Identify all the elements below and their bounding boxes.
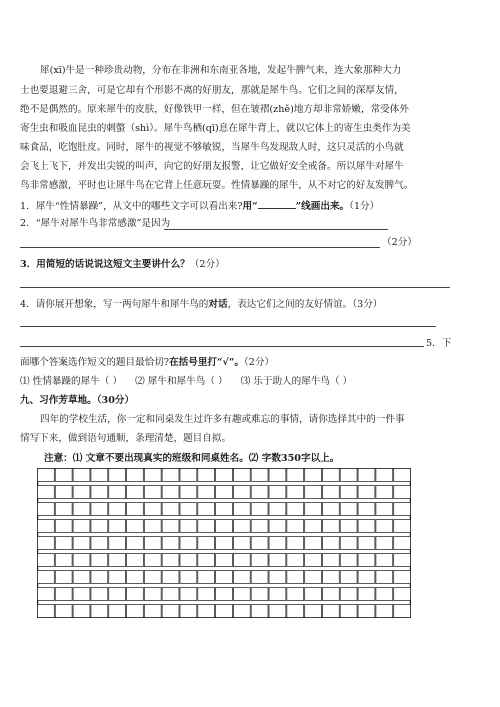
writing-grid-cell[interactable] [340, 503, 357, 516]
writing-grid-cell[interactable] [287, 588, 304, 601]
writing-grid-cell[interactable] [358, 503, 375, 516]
question-5-option-1[interactable]: ⑴ 性情暴躁的犀牛（ ） [20, 376, 123, 387]
writing-grid-cell[interactable] [55, 520, 72, 533]
writing-grid-cell[interactable] [269, 605, 286, 618]
question-5-instruction: 在括号里打“√”。 [169, 357, 244, 368]
writing-grid-cell[interactable] [322, 554, 339, 567]
writing-grid-cell[interactable] [38, 571, 55, 584]
writing-grid-cell[interactable] [394, 537, 411, 550]
writing-grid-cell[interactable] [322, 469, 339, 482]
writing-grid-cell[interactable] [394, 486, 411, 499]
writing-grid-cell[interactable] [233, 588, 250, 601]
writing-grid-cell[interactable] [144, 605, 161, 618]
writing-grid-cell[interactable] [109, 537, 126, 550]
writing-grid-cell[interactable] [162, 503, 179, 516]
writing-grid-cell[interactable] [340, 486, 357, 499]
writing-grid-cell[interactable] [305, 554, 322, 567]
writing-grid-cell[interactable] [233, 554, 250, 567]
writing-grid-cell[interactable] [55, 503, 72, 516]
writing-grid-cell[interactable] [127, 571, 144, 584]
writing-grid-cell[interactable] [358, 469, 375, 482]
writing-grid-cell[interactable] [251, 588, 268, 601]
writing-grid-cell[interactable] [394, 503, 411, 516]
writing-grid-cell[interactable] [109, 588, 126, 601]
writing-grid-cell[interactable] [305, 486, 322, 499]
writing-grid-cell[interactable] [305, 520, 322, 533]
writing-grid-cell[interactable] [180, 588, 197, 601]
writing-grid-cell[interactable] [180, 503, 197, 516]
writing-grid-cell[interactable] [109, 520, 126, 533]
section-9-prompt-line-2: 情写下来，做到语句通顺，条理清楚，题目自拟。 [20, 433, 232, 444]
writing-grid-cell[interactable] [233, 503, 250, 516]
writing-grid-cell[interactable] [73, 486, 90, 499]
question-2-score: （2分） [382, 237, 417, 248]
writing-grid-cell[interactable] [144, 588, 161, 601]
writing-grid-cell[interactable] [269, 469, 286, 482]
writing-grid-cell[interactable] [216, 503, 233, 516]
writing-grid-cell[interactable] [287, 571, 304, 584]
writing-grid-cell[interactable] [269, 520, 286, 533]
question-4 [20, 298, 460, 311]
writing-grid-cell[interactable] [38, 605, 55, 618]
question-1-instruction: 用“ [242, 201, 258, 212]
writing-grid-cell[interactable] [305, 469, 322, 482]
writing-grid-cell[interactable] [38, 486, 55, 499]
writing-grid-cell[interactable] [55, 469, 72, 482]
writing-grid-cell[interactable] [233, 486, 250, 499]
writing-grid-cell[interactable] [127, 554, 144, 567]
writing-grid-cell[interactable] [127, 605, 144, 618]
writing-grid-cell[interactable] [358, 571, 375, 584]
writing-grid-cell[interactable] [55, 554, 72, 567]
writing-grid-cell[interactable] [109, 469, 126, 482]
writing-grid-cell[interactable] [305, 588, 322, 601]
writing-grid-cell[interactable] [376, 503, 393, 516]
writing-grid-cell[interactable] [144, 503, 161, 516]
writing-grid-cell[interactable] [198, 486, 215, 499]
writing-grid-cell[interactable] [251, 537, 268, 550]
writing-grid-cell[interactable] [251, 554, 268, 567]
writing-grid-cell[interactable] [216, 588, 233, 601]
question-2-answer-line-2[interactable] [20, 247, 380, 248]
writing-grid-cell[interactable] [55, 571, 72, 584]
writing-grid-cell[interactable] [394, 469, 411, 482]
writing-grid-cell[interactable] [91, 503, 108, 516]
passage-line-7: 鸟非常感激，平时也让犀牛鸟在它背上任意玩耍。性情暴躁的犀牛，从不对它的好友发脾气。 [20, 180, 414, 191]
writing-grid-cell[interactable] [233, 605, 250, 618]
writing-grid-cell[interactable] [376, 469, 393, 482]
writing-grid-cell[interactable] [233, 571, 250, 584]
writing-grid-cell[interactable] [251, 469, 268, 482]
writing-grid-cell[interactable] [198, 469, 215, 482]
question-4-text-2: ，表达它们之间的友好情谊。 [227, 299, 353, 310]
writing-grid-cell[interactable] [180, 486, 197, 499]
writing-grid-cell[interactable] [322, 537, 339, 550]
writing-grid-cell[interactable] [394, 520, 411, 533]
writing-grid-cell[interactable] [127, 486, 144, 499]
writing-grid-cell[interactable] [198, 503, 215, 516]
writing-grid-cell[interactable] [216, 554, 233, 567]
writing-grid-cell[interactable] [305, 571, 322, 584]
question-3-answer-line[interactable] [20, 287, 450, 288]
writing-grid-cell[interactable] [269, 537, 286, 550]
writing-grid-cell[interactable] [358, 588, 375, 601]
writing-grid-cell[interactable] [305, 537, 322, 550]
writing-grid-cell[interactable] [269, 503, 286, 516]
writing-grid-cell[interactable] [162, 605, 179, 618]
question-5-number: 5．下 [426, 338, 452, 349]
writing-grid-cell[interactable] [216, 520, 233, 533]
writing-grid-cell[interactable] [216, 469, 233, 482]
writing-grid-cell[interactable] [394, 605, 411, 618]
writing-grid-cell[interactable] [180, 520, 197, 533]
writing-grid-cell[interactable] [55, 588, 72, 601]
writing-grid-cell[interactable] [109, 503, 126, 516]
writing-grid-cell[interactable] [73, 520, 90, 533]
writing-grid-cell[interactable] [55, 486, 72, 499]
writing-grid-cell[interactable] [322, 571, 339, 584]
question-1-blank[interactable] [258, 198, 296, 209]
question-4-score: （3分） [352, 299, 383, 310]
writing-grid-cell[interactable] [287, 503, 304, 516]
writing-grid-cell[interactable] [358, 537, 375, 550]
question-1 [20, 198, 460, 213]
writing-grid-cell[interactable] [91, 486, 108, 499]
writing-grid-cell[interactable] [251, 520, 268, 533]
writing-grid-cell[interactable] [91, 469, 108, 482]
writing-grid-cell[interactable] [269, 588, 286, 601]
writing-grid-cell[interactable] [340, 537, 357, 550]
writing-grid-cell[interactable] [38, 469, 55, 482]
writing-grid-cell[interactable] [55, 605, 72, 618]
question-1-score: （1分） [349, 201, 380, 212]
writing-grid-cell[interactable] [358, 520, 375, 533]
question-4-answer-line-1[interactable] [20, 326, 436, 327]
writing-grid-cell[interactable] [73, 571, 90, 584]
question-1-instruction-end: ”线画出来。 [295, 201, 350, 212]
question-4-keyword: 对话 [208, 299, 228, 310]
writing-grid-cell[interactable] [162, 537, 179, 550]
writing-grid-svg [37, 468, 411, 618]
writing-grid-cell[interactable] [358, 486, 375, 499]
writing-grid-cell[interactable] [376, 571, 393, 584]
writing-grid-cell[interactable] [162, 554, 179, 567]
passage-line-5: 味食品，吃饱肚皮。同时，犀牛的视觉不够敏锐，当犀牛鸟发现敌人时，这只灵活的小鸟就 [20, 142, 404, 153]
writing-grid-cell[interactable] [269, 571, 286, 584]
writing-grid-cell[interactable] [127, 537, 144, 550]
question-5-options [20, 375, 460, 388]
writing-grid-cell[interactable] [305, 605, 322, 618]
writing-grid-cell[interactable] [180, 469, 197, 482]
writing-grid-cell[interactable] [91, 588, 108, 601]
writing-grid-cell[interactable] [180, 537, 197, 550]
writing-grid-cell[interactable] [216, 486, 233, 499]
question-5-option-3[interactable]: ⑶ 乐于助人的犀牛鸟（ ） [240, 376, 353, 387]
writing-grid-cell[interactable] [180, 554, 197, 567]
writing-grid-cell[interactable] [91, 605, 108, 618]
writing-grid-cell[interactable] [144, 469, 161, 482]
writing-grid-cell[interactable] [233, 520, 250, 533]
writing-grid-cell[interactable] [127, 503, 144, 516]
question-3-text: 3．用简短的话说说这短文主要讲什么？ [20, 259, 190, 270]
writing-grid-cell[interactable] [73, 537, 90, 550]
writing-grid-cell[interactable] [376, 554, 393, 567]
writing-grid-cell[interactable] [73, 469, 90, 482]
writing-grid-cell[interactable] [144, 537, 161, 550]
passage-line-4: 寄生虫和吸血昆虫的刺螫（shì）。犀牛鸟栖(qī)息在犀牛背上，就以它体上的寄生虫类作为美 [20, 123, 411, 134]
writing-grid-cell[interactable] [269, 554, 286, 567]
writing-grid-cell[interactable] [91, 537, 108, 550]
writing-grid[interactable] [37, 468, 411, 618]
writing-grid-cell[interactable] [233, 469, 250, 482]
writing-grid-cell[interactable] [180, 571, 197, 584]
writing-grid-cell[interactable] [269, 486, 286, 499]
writing-grid-cell[interactable] [340, 605, 357, 618]
writing-grid-cell[interactable] [162, 588, 179, 601]
writing-grid-cell[interactable] [162, 571, 179, 584]
writing-grid-cell[interactable] [322, 520, 339, 533]
writing-grid-cell[interactable] [376, 588, 393, 601]
question-5-score: （2分） [243, 357, 275, 368]
writing-grid-cell[interactable] [38, 588, 55, 601]
writing-grid-cell[interactable] [287, 469, 304, 482]
writing-grid-cell[interactable] [216, 571, 233, 584]
writing-grid-cell[interactable] [322, 605, 339, 618]
writing-grid-cell[interactable] [38, 503, 55, 516]
writing-grid-cell[interactable] [287, 520, 304, 533]
writing-grid-cell[interactable] [144, 486, 161, 499]
writing-grid-cell[interactable] [109, 486, 126, 499]
passage-line-2: 士也要退避三舍，可是它却有个形影不离的好朋友，那就是犀牛鸟。它们之间的深厚友情， [20, 85, 404, 96]
question-5-option-2[interactable]: ⑵ 犀牛和犀牛鸟（ ） [135, 376, 228, 387]
writing-grid-cell[interactable] [340, 588, 357, 601]
writing-grid-cell[interactable] [322, 486, 339, 499]
section-9-note: 注意：⑴ 文章不要出现真实的班级和同桌姓名。⑵ 字数350字以上。 [44, 453, 340, 464]
question-5-text: 面哪个答案选作短文的题目最恰切? [20, 357, 170, 368]
writing-grid-cell[interactable] [358, 554, 375, 567]
writing-grid-cell[interactable] [322, 503, 339, 516]
writing-grid-cell[interactable] [376, 520, 393, 533]
writing-grid-cell[interactable] [144, 554, 161, 567]
writing-grid-cell[interactable] [127, 520, 144, 533]
writing-grid-cell[interactable] [287, 605, 304, 618]
passage-line-6: 会飞上飞下，并发出尖锐的叫声，向它的好朋友报警，让它做好安全戒备。所以犀牛对犀牛 [20, 161, 404, 172]
writing-grid-cell[interactable] [162, 486, 179, 499]
writing-grid-cell[interactable] [162, 520, 179, 533]
writing-grid-cell[interactable] [38, 520, 55, 533]
question-2-text: 2．“犀牛对犀牛鸟非常感激”是因为 [20, 218, 171, 229]
writing-grid-cell[interactable] [376, 537, 393, 550]
writing-grid-cell[interactable] [322, 588, 339, 601]
writing-grid-cell[interactable] [73, 503, 90, 516]
writing-grid-cell[interactable] [394, 588, 411, 601]
writing-grid-cell[interactable] [162, 469, 179, 482]
writing-grid-cell[interactable] [73, 588, 90, 601]
writing-grid-cell[interactable] [251, 486, 268, 499]
writing-grid-cell[interactable] [127, 588, 144, 601]
writing-grid-cell[interactable] [198, 605, 215, 618]
writing-grid-cell[interactable] [109, 605, 126, 618]
writing-grid-cell[interactable] [198, 537, 215, 550]
section-9-prompt-line-1: 四年的学校生活，你一定和同桌发生过许多有趣或难忘的事情，请你选择其中的一件事 [40, 414, 405, 425]
writing-grid-cell[interactable] [340, 469, 357, 482]
writing-grid-cell[interactable] [251, 503, 268, 516]
writing-grid-cell[interactable] [198, 571, 215, 584]
question-4-text: 4．请你展开想象，写一两句犀牛和犀牛鸟的 [20, 299, 209, 310]
writing-grid-cell[interactable] [198, 554, 215, 567]
writing-grid-cell[interactable] [305, 503, 322, 516]
question-3-score: （2分） [189, 259, 225, 270]
question-2-answer-line-1[interactable] [164, 229, 388, 230]
writing-grid-cell[interactable] [109, 554, 126, 567]
writing-grid-cell[interactable] [216, 537, 233, 550]
question-1-text: 1．犀牛“性情暴躁”，从文中的哪些文字可以看出来? [20, 201, 243, 212]
writing-grid-cell[interactable] [109, 571, 126, 584]
section-9-heading: 九、习作芳草地。（30分） [20, 395, 135, 406]
writing-grid-cell[interactable] [73, 605, 90, 618]
writing-grid-cell[interactable] [340, 571, 357, 584]
writing-grid-cell[interactable] [287, 537, 304, 550]
writing-grid-cell[interactable] [180, 605, 197, 618]
question-5 [20, 356, 460, 369]
writing-grid-cell[interactable] [144, 571, 161, 584]
writing-grid-cell[interactable] [233, 537, 250, 550]
writing-grid-cell[interactable] [73, 554, 90, 567]
writing-grid-cell[interactable] [144, 520, 161, 533]
writing-grid-cell[interactable] [127, 469, 144, 482]
writing-grid-cell[interactable] [91, 520, 108, 533]
writing-grid-cell[interactable] [91, 571, 108, 584]
writing-grid-cell[interactable] [91, 554, 108, 567]
writing-grid-cell[interactable] [376, 605, 393, 618]
writing-grid-cell[interactable] [358, 605, 375, 618]
writing-grid-cell[interactable] [287, 554, 304, 567]
writing-grid-cell[interactable] [38, 554, 55, 567]
writing-grid-cell[interactable] [251, 571, 268, 584]
question-4-answer-line-2[interactable] [20, 346, 424, 347]
writing-grid-cell[interactable] [394, 554, 411, 567]
writing-grid-cell[interactable] [287, 486, 304, 499]
writing-grid-cell[interactable] [198, 588, 215, 601]
writing-grid-cell[interactable] [376, 486, 393, 499]
writing-grid-cell[interactable] [340, 520, 357, 533]
writing-grid-cell[interactable] [251, 605, 268, 618]
question-3 [20, 258, 460, 271]
writing-grid-cell[interactable] [216, 605, 233, 618]
writing-grid-cell[interactable] [198, 520, 215, 533]
writing-grid-cell[interactable] [55, 537, 72, 550]
passage-line-3: 绝不是偶然的。原来犀牛的皮肤，好像铁甲一样，但在皱褶(zhě)地方却非常娇嫩，常受体外 [20, 104, 409, 115]
writing-grid-cell[interactable] [340, 554, 357, 567]
writing-grid-cell[interactable] [394, 571, 411, 584]
passage-line-1: 犀(xī)牛是一种珍贵动物，分布在非洲和东南亚各地，发起牛脾气来，连大象那种大力 [40, 65, 402, 76]
writing-grid-cell[interactable] [38, 537, 55, 550]
